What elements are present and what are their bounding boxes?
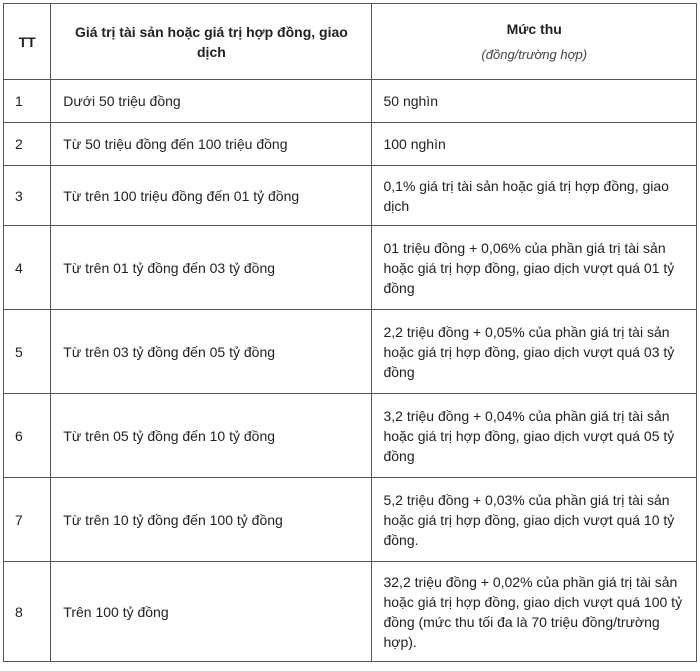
row-number: 5 [4,310,51,394]
row-asset-value: Trên 100 tỷ đồng [51,562,372,662]
table-row [4,166,697,226]
table-header-row [4,4,697,80]
row-number: 3 [4,166,51,226]
table-row [4,562,697,662]
header-fee-label: Mức thu [506,20,562,37]
row-fee: 50 nghìn [372,80,697,123]
row-number: 4 [4,226,51,310]
row-fee: 5,2 triệu đồng + 0,03% của phần giá trị tài sản hoặc giá trị hợp đồng, giao dịch vượt quá 10 tỷ đồng. [372,478,697,562]
table-row [4,394,697,478]
notary-fee-table [3,3,697,662]
row-asset-value: Từ trên 10 tỷ đồng đến 100 tỷ đồng [51,478,372,562]
table-row [4,226,697,310]
row-fee: 2,2 triệu đồng + 0,05% của phần giá trị tài sản hoặc giá trị hợp đồng, giao dịch vượt quá 03 tỷ đồng [372,310,697,394]
row-fee: 01 triệu đồng + 0,06% của phần giá trị tài sản hoặc giá trị hợp đồng, giao dịch vượt quá 01 tỷ đồng [372,226,697,310]
row-asset-value: Từ 50 triệu đồng đến 100 triệu đồng [51,123,372,166]
table-row [4,123,697,166]
row-number: 7 [4,478,51,562]
row-asset-value: Từ trên 100 triệu đồng đến 01 tỷ đồng [51,166,372,226]
row-number: 2 [4,123,51,166]
row-number: 1 [4,80,51,123]
table-row [4,80,697,123]
table-row [4,310,697,394]
row-number: 8 [4,562,51,662]
header-tt: TT [4,4,51,80]
row-asset-value: Từ trên 05 tỷ đồng đến 10 tỷ đồng [51,394,372,478]
row-fee: 0,1% giá trị tài sản hoặc giá trị hợp đồng, giao dịch [372,166,697,226]
row-asset-value: Từ trên 03 tỷ đồng đến 05 tỷ đồng [51,310,372,394]
row-fee: 100 nghìn [372,123,697,166]
row-number: 6 [4,394,51,478]
row-fee: 32,2 triệu đồng + 0,02% của phần giá trị tài sản hoặc giá trị hợp đồng, giao dịch vượt quá 100 tỷ đồng (mức thu tối đa là 70 triệu đồng/trường hợp). [372,562,697,662]
header-fee-unit: (đồng/trường hợp) [481,46,588,62]
row-fee: 3,2 triệu đồng + 0,04% của phần giá trị tài sản hoặc giá trị hợp đồng, giao dịch vượt quá 05 tỷ đồng [372,394,697,478]
table-row [4,478,697,562]
header-asset-value: Giá trị tài sản hoặc giá trị hợp đồng, giao dịch [51,4,372,80]
row-asset-value: Dưới 50 triệu đồng [51,80,372,123]
header-fee [372,4,697,80]
row-asset-value: Từ trên 01 tỷ đồng đến 03 tỷ đồng [51,226,372,310]
